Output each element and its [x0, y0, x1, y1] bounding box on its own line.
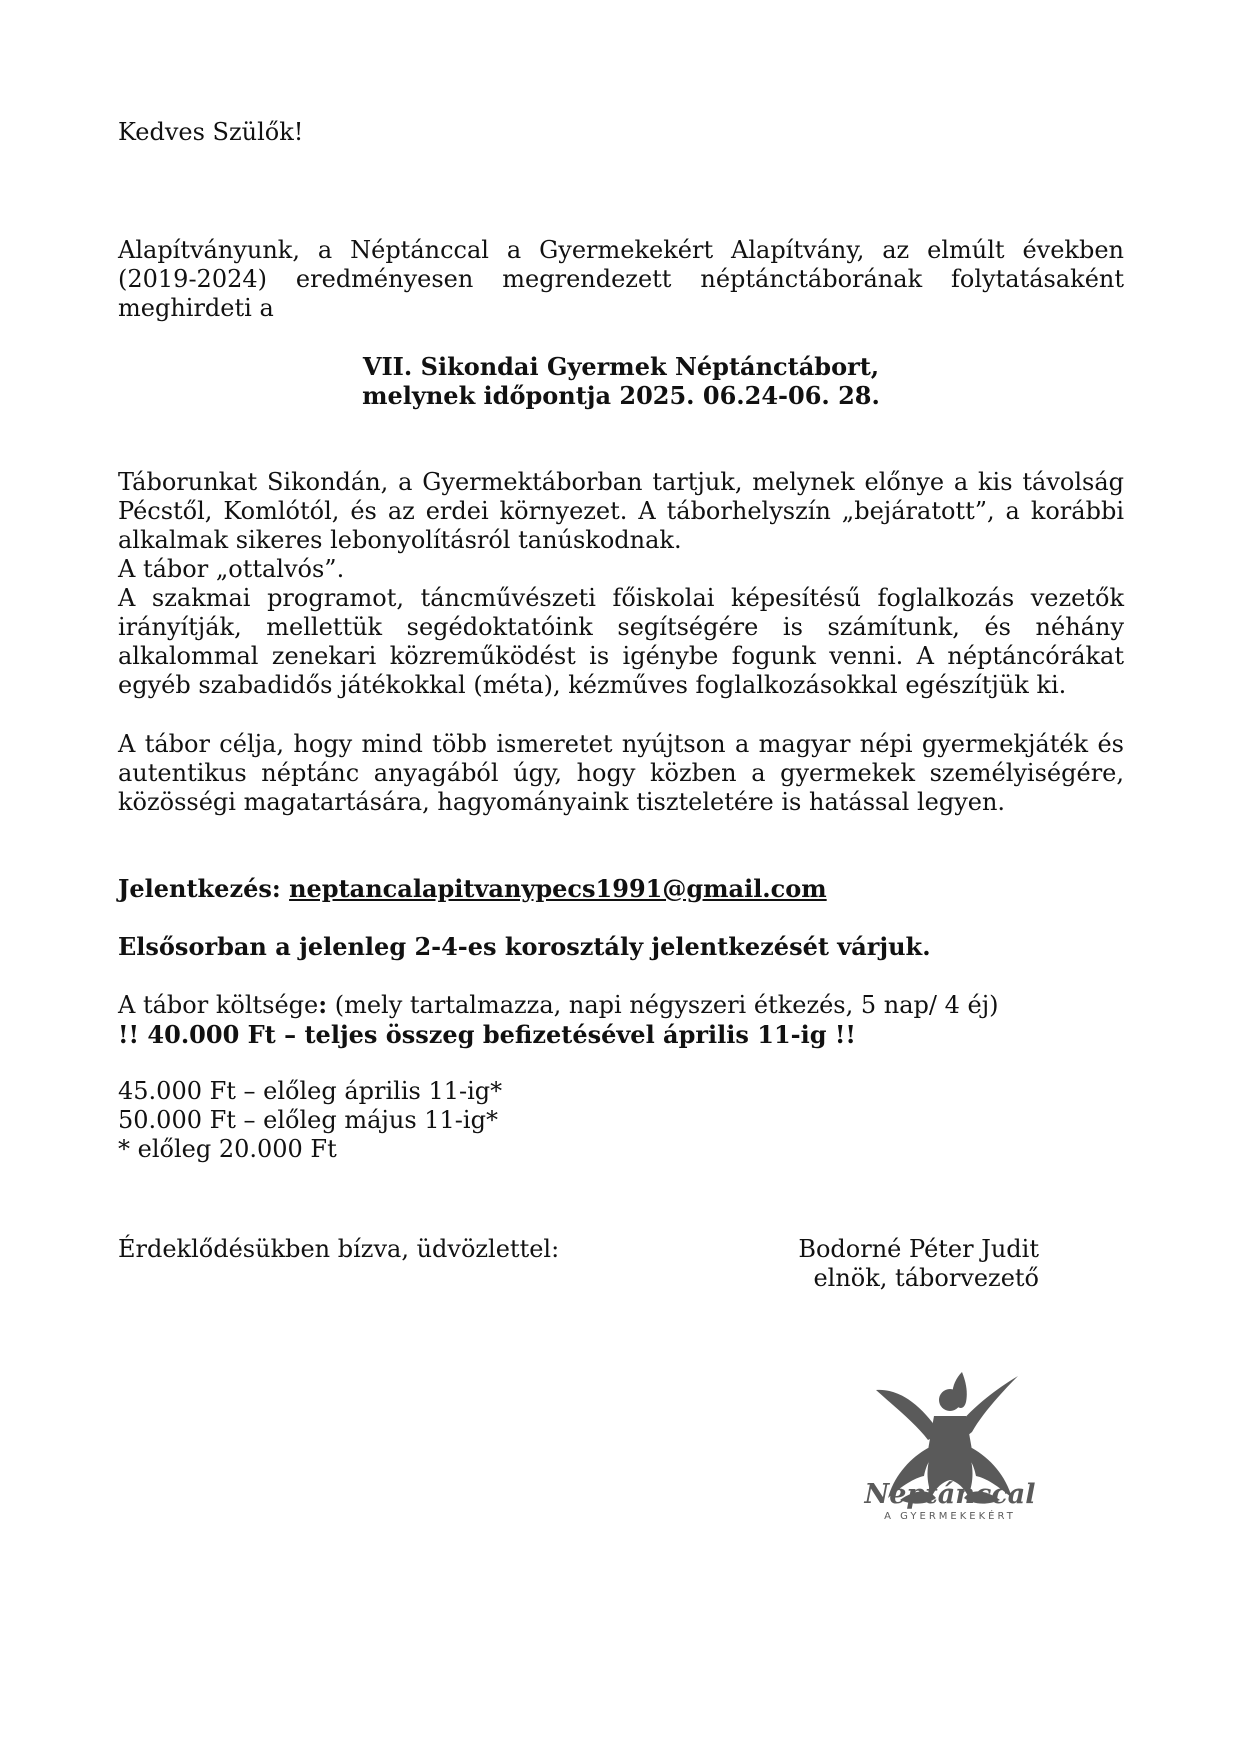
camp-title-line-1: VII. Sikondai Gyermek Néptánctábort, — [362, 352, 880, 381]
details-overnight: A tábor „ottalvós”. — [118, 555, 345, 583]
details-program: A szakmai programot, táncművészeti főiskolai képesítésű foglalkozás vezetők irányítják, mellettük segédoktatóink segítségére is számítunk, és néhány alkalommal zenekari közreműködést is igénybe fogunk venni. A néptáncórákat egyéb szabadidős játékokkal (méta), kézműves foglalkozásokkal egészítjük ki. — [118, 584, 1124, 699]
age-group-note: Elsősorban a jelenleg 2-4-es korosztály jelentkezését várjuk. — [118, 932, 931, 961]
camp-title-line-2: melynek időpontja 2025. 06.24-06. 28. — [362, 381, 880, 410]
cost-colon: : — [318, 990, 328, 1019]
price-footnote: * előleg 20.000 Ft — [118, 1135, 337, 1163]
price-options — [118, 1077, 1124, 1164]
signer-name: Bodorné Péter Judit — [798, 1235, 1039, 1263]
signer-role: elnök, táborvezető — [813, 1264, 1039, 1292]
price-option-2: 50.000 Ft – előleg május 11-ig* — [118, 1106, 498, 1134]
price-option-1: 45.000 Ft – előleg április 11-ig* — [118, 1077, 503, 1105]
logo-title: Néptánccal — [864, 1479, 1036, 1510]
logo-wordmark — [860, 1480, 1040, 1524]
greeting: Kedves Szülők! — [118, 118, 304, 146]
goal-paragraph — [118, 730, 1124, 817]
cost-section — [118, 990, 1124, 1049]
intro-paragraph — [118, 236, 1124, 323]
logo-subtitle: A GYERMEKEKÉRT — [884, 1511, 1016, 1522]
cost-line — [118, 990, 1124, 1020]
registration-email-link[interactable]: neptancalapitvanypecs1991@gmail.com — [289, 874, 827, 903]
full-price-line: !! 40.000 Ft – teljes összeg befizetésével április 11-ig !! — [118, 1020, 856, 1049]
closing-line: Érdeklődésükben bízva, üdvözlettel: — [118, 1235, 560, 1263]
goal-text: A tábor célja, hogy mind több ismeretet nyújtson a magyar népi gyermekjáték és autentikus néptánc anyagából úgy, hogy közben a gyermekek személyiségére, közösségi magatartására, hagyományaink tiszteletére is hatással legyen. — [118, 730, 1124, 816]
registration-line — [118, 874, 1124, 903]
details-location: Táborunkat Sikondán, a Gyermektáborban tartjuk, melynek előnye a kis távolság Pécstől, Komlótól, és az erdei környezet. A táborhelyszín „bejáratott”, a korábbi alkalmak sikeres lebonyolításról tanúskodnak. — [118, 468, 1124, 554]
cost-label: A tábor költsége — [118, 991, 319, 1019]
cost-description: (mely tartalmazza, napi négyszeri étkezés, 5 nap/ 4 éj) — [327, 991, 999, 1019]
camp-title — [118, 352, 1124, 410]
registration-label: Jelentkezés: — [118, 874, 281, 903]
details-paragraph — [118, 468, 1124, 700]
intro-text: Alapítványunk, a Néptánccal a Gyermekekért Alapítvány, az elmúlt években (2019-2024) eredményesen megrendezett néptánctáborának folytatásaként meghirdeti a — [118, 236, 1124, 322]
signature-block — [798, 1235, 1039, 1293]
